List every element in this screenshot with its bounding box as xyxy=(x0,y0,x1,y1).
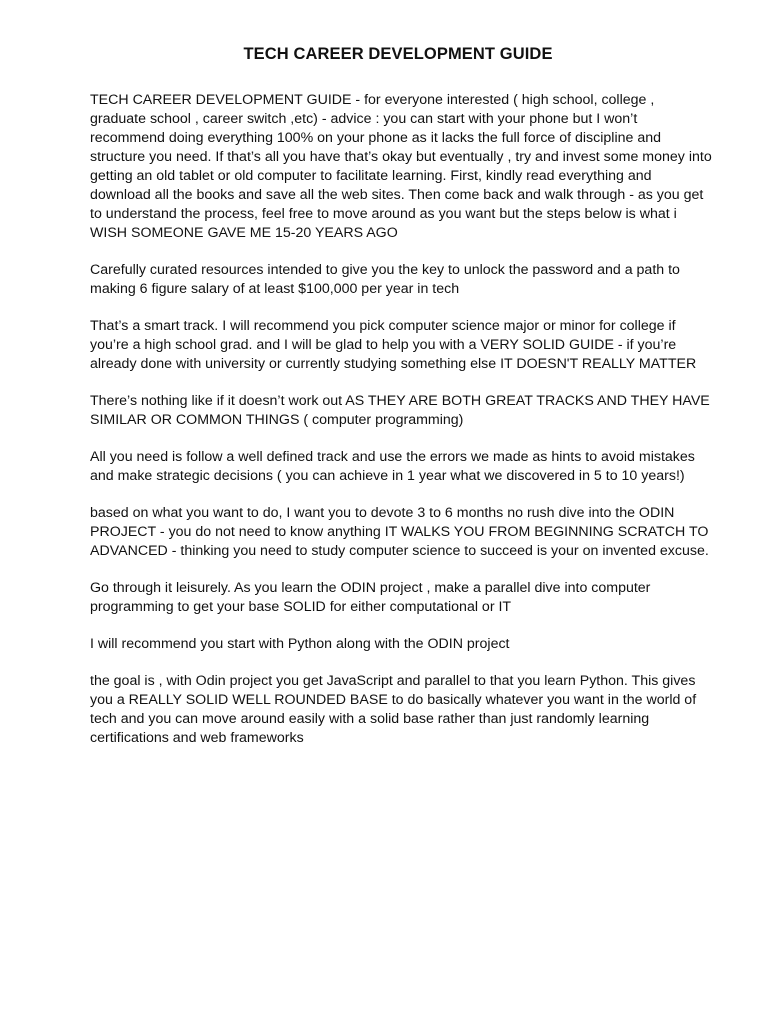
document-title: TECH CAREER DEVELOPMENT GUIDE xyxy=(243,45,553,63)
paragraph-goal: the goal is , with Odin project you get JavaScript and parallel to that you learn Python. This gives you a REALLY SOLID WELL ROUNDED BASE to do basically whatever you want in the world of tech and you can move around easily with a solid base rather than just randomly learning certifications and web frameworks xyxy=(90,673,697,746)
paragraph-leisurely: Go through it leisurely. As you learn the ODIN project , make a parallel dive into computer programming to get your base SOLID for either computational or IT xyxy=(90,580,651,615)
paragraph-odin-project: based on what you want to do, I want you to devote 3 to 6 months no rush dive into the ODIN PROJECT - you do not need to know anything IT WALKS YOU FROM BEGINNING SCRATCH TO ADVANCED - thinking you need to study computer science to succeed is your on invented excuse. xyxy=(90,505,709,559)
paragraph-python: I will recommend you start with Python along with the ODIN project xyxy=(90,636,510,652)
paragraph-great-tracks: There’s nothing like if it doesn’t work out AS THEY ARE BOTH GREAT TRACKS AND THEY HAVE SIMILAR OR COMMON THINGS ( computer programming) xyxy=(90,393,710,428)
paragraph-resources: Carefully curated resources intended to give you the key to unlock the password and a path to making 6 figure salary of at least $100,000 per year in tech xyxy=(90,262,680,297)
paragraph-defined-track: All you need is follow a well defined track and use the errors we made as hints to avoid mistakes and make strategic decisions ( you can achieve in 1 year what we discovered in 5 to 10 years!) xyxy=(90,449,695,484)
document-body xyxy=(90,91,712,766)
paragraph-smart-track: That’s a smart track. I will recommend you pick computer science major or minor for college if you’re a high school grad. and I will be glad to help you with a VERY SOLID GUIDE - if you’re already done with university or currently studying something else IT DOESN'T REALLY MATTER xyxy=(90,318,697,372)
paragraph-intro: TECH CAREER DEVELOPMENT GUIDE - for everyone interested ( high school, college , graduate school , career switch ,etc) - advice : you can start with your phone but I won’t recommend doing everything 100% on your phone as it lacks the full force of discipline and structure you need. If that’s all you have that’s okay but eventually , try and invest some money into getting an old tablet or old computer to facilitate learning. First, kindly read everything and download all the books and save all the web sites. Then come back and walk through - as you get to understand the process, feel free to move around as you want but the steps below is what i WISH SOMEONE GAVE ME 15-20 YEARS AGO xyxy=(90,92,712,241)
